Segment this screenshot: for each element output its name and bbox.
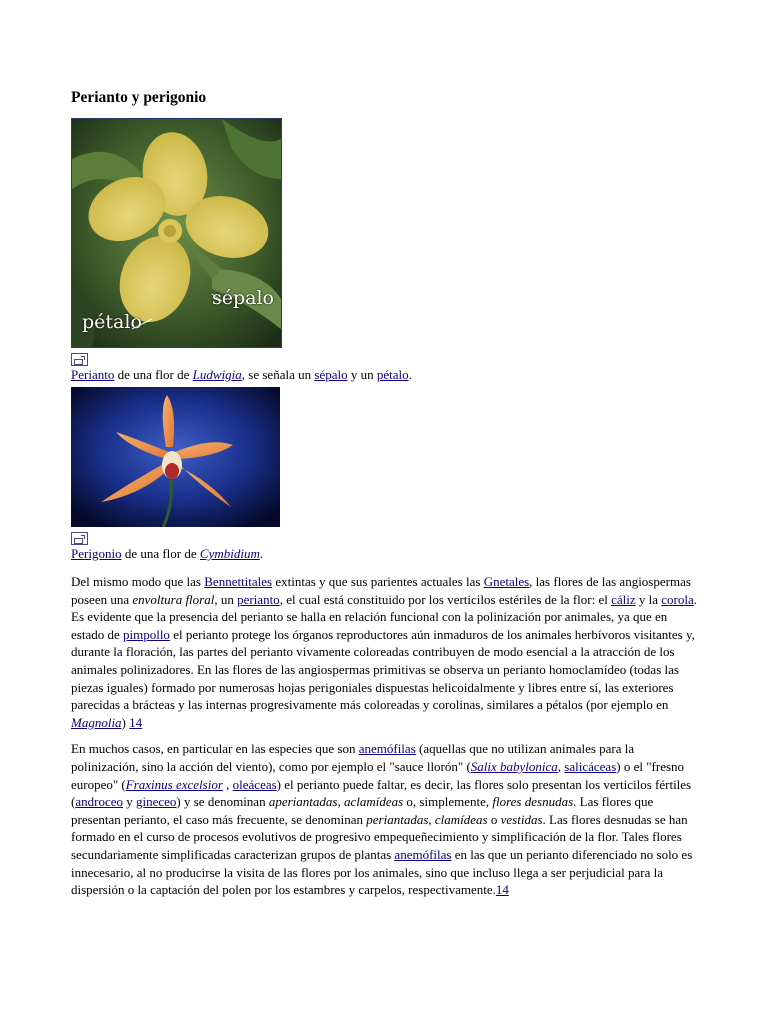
ludwigia-flower-image[interactable] — [71, 118, 282, 348]
link-corola[interactable]: corola — [661, 591, 694, 607]
link-perianto[interactable]: Perianto — [71, 367, 115, 382]
cymbidium-flower-drawing — [71, 387, 280, 527]
link-ludwigia[interactable]: Ludwigia — [192, 367, 242, 382]
figure2-caption: Perigonio de una flor de Cymbidium. — [71, 546, 264, 561]
paragraph-2: En muchos casos, en particular en las especies que son anemófilas (aquellas que no utilizan animales para la polinización, sino la acción del viento), como por ejemplo el "sauce llorón" (Salix babylonica, salicáceas) o el "fresno europeo" (Fraxinus excelsior , oleáceas) el perianto puede faltar, es decir, las flores solo presentan los verticilos fértiles (androceo y gineceo) y se denominan aperiantadas, aclamídeas o, simplemente, flores desnudas. Las flores que presentan perianto, el caso más frecuente, se denominan periantadas, clamídeas o vestidas. Las flores desnudas se han formado en el curso de procesos evolutivos de progresivo empequeñecimiento y simplificación de la flor. Tales flores secundariamente simplificadas caracterizan grupos de plantas anemófilas en las que un perianto diferenciado no solo es innecesario, al no producirse la visita de las flores por los animales, sino que incluso llega a ser perjudicial para la dispersión o la captación del polen por los estambres y carpelos, respectivamente.14 — [71, 741, 693, 898]
paragraph-1: Del mismo modo que las Bennettitales extintas y que sus parientes actuales las Gnetales, las flores de las angiospermas poseen una envoltura floral, un perianto, el cual está constituido por los verticilos estériles de la flor: el cáliz y la corola. Es evidente que la presencia del perianto se halla en relación funcional con la polinización por animales, ya que en estado de pimpollo el perianto protege los órganos reproductores aún inmaduros de los animales herbívoros visitantes y, durante la floración, las partes del perianto vivamente coloreadas contribuyen de modo esencial a la atracción de los animales polinizadores. En las flores de las angiospermas primitivas se observa un perianto homoclamídeo (todas las piezas iguales) formado por numerosas hojas perigoniales dispuestas helicoidalmente y libres entre sí, las exteriores parecidas a brácteas y las internas progresivamente más coloreadas y corolinas, similares a pétalos (por ejemplo en Magnolia) 14 — [71, 574, 698, 730]
link-fraxinus-excelsior[interactable]: Fraxinus excelsior — [125, 776, 223, 792]
link-pimpollo[interactable]: pimpollo — [122, 626, 170, 642]
link-androceo[interactable]: androceo — [75, 794, 123, 810]
link-perigonio[interactable]: Perigonio — [71, 546, 122, 561]
link-perianto-text[interactable]: perianto — [237, 591, 280, 607]
link-gnetales[interactable]: Gnetales — [483, 574, 530, 589]
reference-link[interactable]: 14 — [495, 882, 509, 898]
enlarge-icon[interactable] — [71, 532, 88, 545]
link-bennettitales[interactable]: Bennettitales — [204, 574, 273, 589]
link-oleaceas[interactable]: oleáceas — [232, 776, 277, 792]
reference-link[interactable]: 14 — [129, 714, 143, 730]
link-anemofilas[interactable]: anemófilas — [358, 741, 416, 757]
link-magnolia[interactable]: Magnolia — [71, 714, 122, 730]
petalo-label: pétalo — [82, 311, 142, 333]
figure1-caption: Perianto de una flor de Ludwigia, se señala un sépalo y un pétalo. — [71, 367, 412, 382]
link-salicaceas[interactable]: salicáceas — [564, 758, 617, 774]
cymbidium-flower-image[interactable] — [71, 387, 280, 527]
sepalo-label: sépalo — [212, 287, 275, 309]
link-gineceo[interactable]: gineceo — [135, 794, 177, 810]
link-cymbidium[interactable]: Cymbidium — [199, 546, 260, 561]
enlarge-icon[interactable] — [71, 353, 88, 366]
link-anemofilas-2[interactable]: anemófilas — [394, 846, 452, 862]
link-caliz[interactable]: cáliz — [611, 591, 636, 607]
link-petalo[interactable]: pétalo — [376, 367, 409, 382]
link-sepalo[interactable]: sépalo — [314, 367, 348, 382]
article-section — [71, 88, 697, 908]
section-heading: Perianto y perigonio — [71, 89, 207, 106]
link-salix-babylonica[interactable]: Salix babylonica — [470, 758, 558, 774]
